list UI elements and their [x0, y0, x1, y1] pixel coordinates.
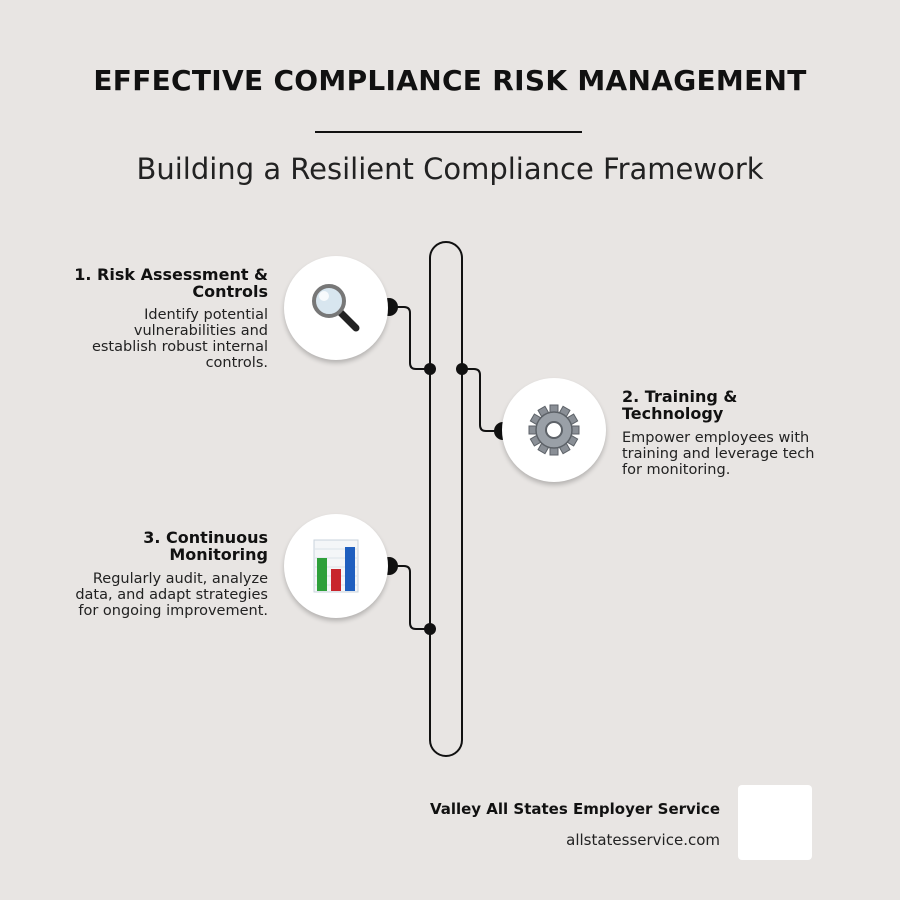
step-1-description: Identify potential vulnerabilities and establish robust internal controls. — [91, 307, 268, 371]
connector-step-1 — [389, 307, 430, 369]
step-3-description: Regularly audit, analyze data, and adapt strategies for ongoing improvement. — [75, 571, 268, 619]
page-title: EFFECTIVE COMPLIANCE RISK MANAGEMENT — [93, 64, 807, 97]
connector-step-2 — [462, 369, 503, 431]
company-url[interactable]: allstatesservice.com — [566, 831, 720, 849]
company-name: Valley All States Employer Service — [429, 800, 720, 818]
step-1-icon-circle — [284, 256, 388, 360]
step-2-icon-circle — [502, 378, 606, 482]
connector-node-3-end — [424, 623, 436, 635]
step-3-icon-circle — [284, 514, 388, 618]
logo-placeholder — [738, 785, 812, 860]
step-2-description: Empower employees with training and leverage tech for monitoring. — [622, 430, 815, 478]
magnifying-glass-icon — [308, 280, 364, 336]
gear-icon — [527, 403, 581, 457]
connector-node-1-end — [424, 363, 436, 375]
connector-step-3 — [389, 566, 430, 629]
bar-chart-icon — [313, 539, 359, 593]
timeline-loop — [430, 242, 462, 756]
step-3-title: 3. Continuous Monitoring — [143, 528, 268, 564]
page-subtitle: Building a Resilient Compliance Framework — [136, 152, 764, 186]
connector-node-2-start — [456, 363, 468, 375]
step-1-title: 1. Risk Assessment & Controls — [74, 265, 268, 301]
step-2-title: 2. Training & Technology — [622, 387, 738, 423]
